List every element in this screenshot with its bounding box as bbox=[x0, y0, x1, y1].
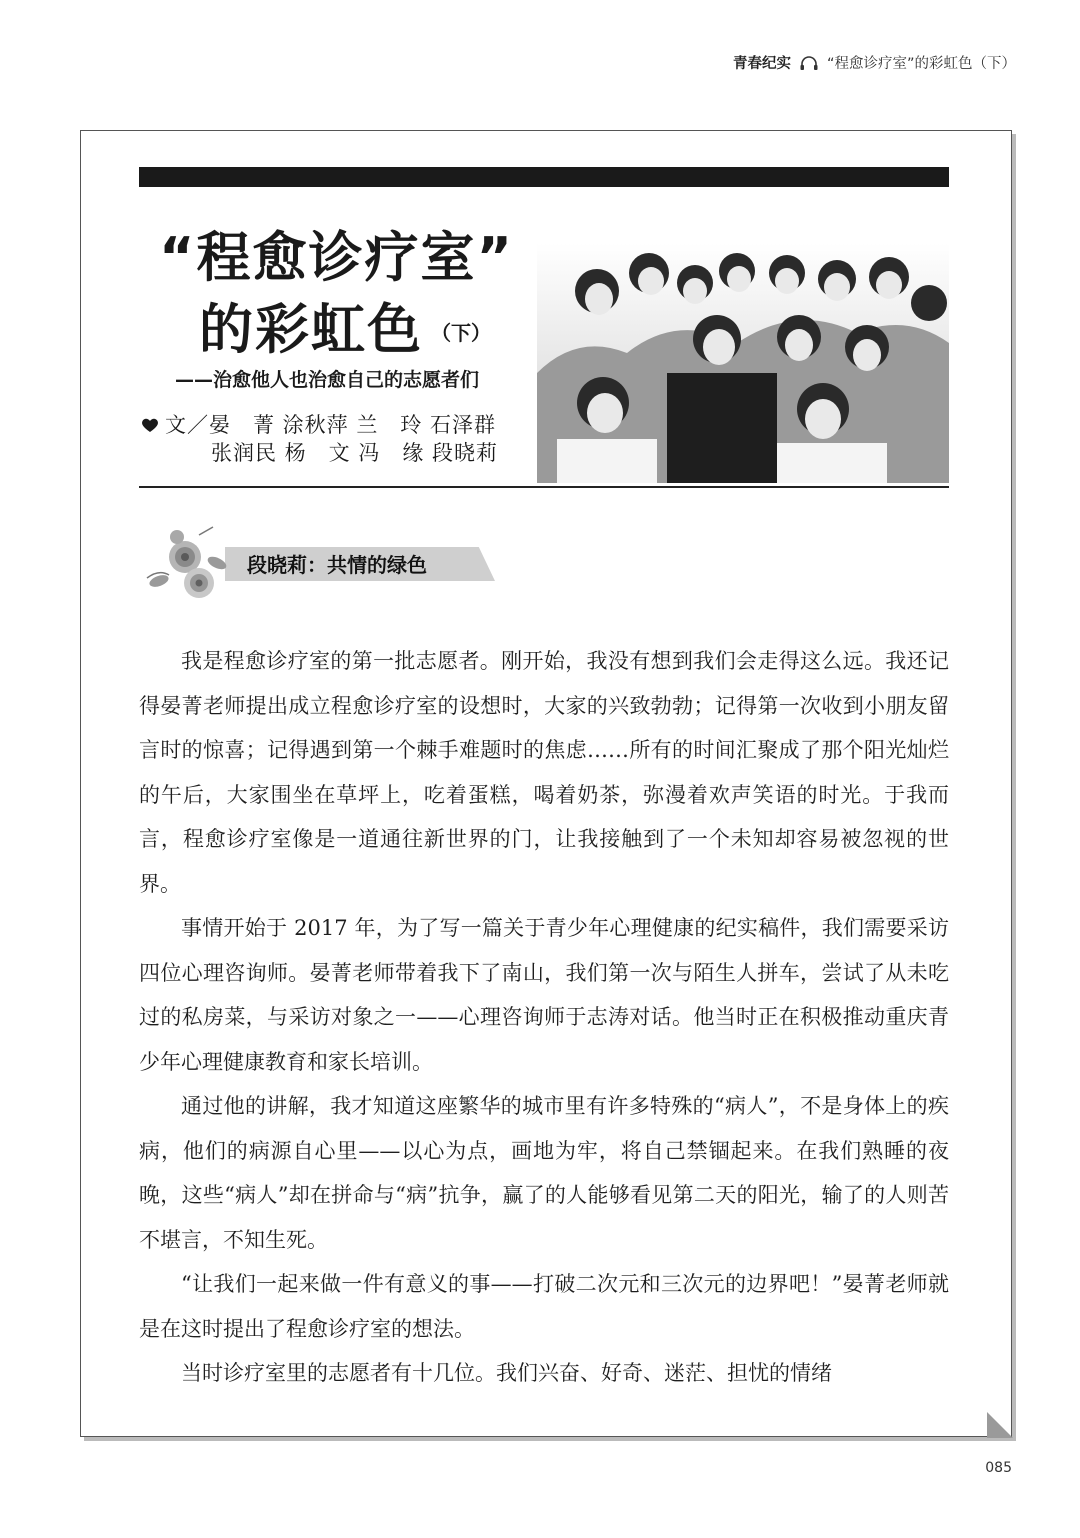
page-number: 085 bbox=[985, 1460, 1012, 1476]
paragraph: 通过他的讲解，我才知道这座繁华的城市里有许多特殊的“病人”，不是身体上的疾病，他们的病源自心里——以心为点，画地为牢，将自己禁锢起来。在我们熟睡的夜晚，这些“病人”却在拼命与“病”抗争，赢了的人能够看见第二天的阳光，输了的人则苦不堪言，不知生死。 bbox=[139, 1094, 949, 1252]
article-title-line1: “程愈诊疗室” bbox=[159, 226, 514, 289]
running-header bbox=[733, 52, 1016, 73]
article-frame bbox=[80, 130, 1012, 1437]
article-title-line2: 的彩虹色 bbox=[199, 298, 423, 361]
article-title-suffix: （下） bbox=[431, 321, 491, 345]
paragraph: 当时诊疗室里的志愿者有十几位。我们兴奋、好奇、迷茫、担忧的情绪 bbox=[181, 1361, 832, 1385]
byline bbox=[141, 411, 498, 467]
page-curl bbox=[987, 1412, 1013, 1438]
roses-icon bbox=[139, 523, 239, 613]
paragraph: 事情开始于 2017 年，为了写一篇关于青少年心理健康的纪实稿件，我们需要采访四位心理咨询师。晏菁老师带着我下了南山，我们第一次与陌生人拼车，尝试了从未吃过的私房菜，与采访对象之一——心理咨询师于志涛对话。他当时正在积极推动重庆青少年心理健康教育和家长培训。 bbox=[139, 916, 949, 1074]
headphones-icon bbox=[799, 55, 819, 71]
section-title: 段晓莉：共情的绿色 bbox=[247, 553, 427, 577]
top-black-bar bbox=[139, 167, 949, 187]
group-photo bbox=[537, 243, 949, 483]
article-body bbox=[139, 639, 949, 1396]
column-name: 青春纪实 bbox=[732, 56, 791, 72]
byline-line1: 文／晏 菁 涂秋萍 兰 玲 石泽群 bbox=[165, 413, 497, 437]
paragraph: “让我们一起来做一件有意义的事——打破二次元和三次元的边界吧！”晏菁老师就是在这时提出了程愈诊疗室的想法。 bbox=[139, 1272, 949, 1341]
running-title: “程愈诊疗室”的彩虹色（下） bbox=[826, 56, 1016, 72]
article-subtitle: ——治愈他人也治愈自己的志愿者们 bbox=[175, 369, 480, 391]
byline-line2: 张润民 杨 文 冯 缘 段晓莉 bbox=[211, 441, 499, 465]
section-heading bbox=[139, 523, 509, 613]
paragraph: 我是程愈诊疗室的第一批志愿者。刚开始，我没有想到我们会走得这么远。我还记得晏菁老师提出成立程愈诊疗室的设想时，大家的兴致勃勃；记得第一次收到小朋友留言时的惊喜；记得遇到第一个棘手难题时的焦虑……所有的时间汇聚成了那个阳光灿烂的午后，大家围坐在草坪上，吃着蛋糕，喝着奶茶，弥漫着欢声笑语的时光。于我而言，程愈诊疗室像是一道通往新世界的门，让我接触到了一个未知却容易被忽视的世界。 bbox=[139, 649, 949, 896]
heart-icon bbox=[141, 417, 159, 433]
header-rule bbox=[139, 486, 949, 488]
